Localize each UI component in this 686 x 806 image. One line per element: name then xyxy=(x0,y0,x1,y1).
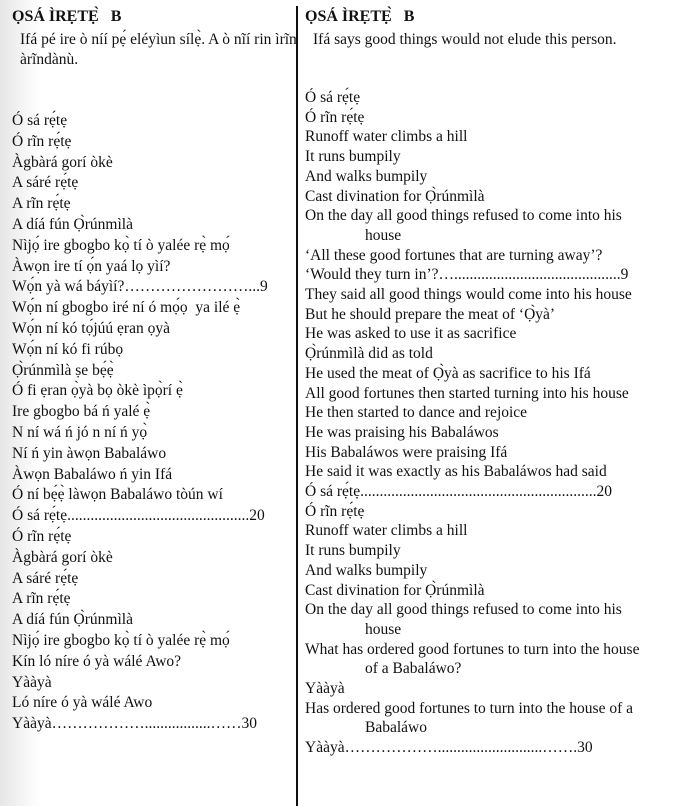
verse-line: Yààyà……………….................……30 xyxy=(12,715,257,733)
verse-line: His Babaláwos were praising Ifá xyxy=(305,443,508,461)
verse-line: Nìjọ́ ire gbogbo kọ̀ tí ò yalée rẹ̀ mọ́ xyxy=(12,632,230,649)
verse-line: Ó rĩn rẹ́tẹ xyxy=(12,132,72,150)
verse-line: Ó rĩn rẹ́tẹ xyxy=(305,108,365,126)
verse-line: He then started to dance and rejoice xyxy=(305,404,528,422)
verse-line: And walks bumpily xyxy=(305,167,428,185)
verse-line: ‘All these good fortunes that are turning away’? xyxy=(305,246,603,264)
verse-line: Ló níre ó yà wálé Awo xyxy=(12,694,153,712)
verse-line: And walks bumpily xyxy=(305,561,428,579)
english-intro: Ifá says good things would not elude this person. xyxy=(313,31,617,48)
verse-line: Wọ́n ní gbogbo iré ní ó mọ́ọ ya ilé ẹ̀ xyxy=(12,299,241,317)
verse-line: A rĩn rẹ́tẹ xyxy=(12,590,71,608)
verse-line: Babaláwo xyxy=(365,719,427,737)
verse-line: Ó ní bẹ́ẹ̀ làwọn Babaláwo tòún wí xyxy=(12,486,223,504)
yoruba-heading: ỌSÁ ÌRẸTẸ̀ B xyxy=(12,8,122,25)
verse-line: It runs bumpily xyxy=(305,542,401,560)
verse-line: They said all good things would come into his house xyxy=(305,286,632,303)
verse-line: He used the meat of Ọ̀yà as sacrifice to his Ifá xyxy=(305,364,591,382)
verse-line: house xyxy=(365,620,402,638)
verse-line: Ó sá rẹ́tẹ...............................................20 xyxy=(12,507,265,525)
verse-line: Ní ń yin àwọn Babaláwo xyxy=(12,444,167,462)
verse-line: Wọ́n yà wá báyìí?……………………...9 xyxy=(12,278,268,296)
verse-line: A díá fún Ọ̀rúnmìlà xyxy=(12,216,133,233)
verse-line: house xyxy=(365,226,402,244)
verse-line: Has ordered good fortunes to turn into the house of a xyxy=(305,699,634,717)
verse-line: Àwọn Babaláwo ń yin Ifá xyxy=(12,465,173,483)
verse-line: Àgbàrá gorí òkè xyxy=(12,548,113,566)
verse-line: On the day all good things refused to come into his xyxy=(305,601,622,619)
verse-line: Àwọn ire tí ọ́n yaá lọ yìí? xyxy=(12,257,171,275)
verse-line: Nìjọ́ ire gbogbo kọ̀ tí ò yalée rẹ̀ mọ́ xyxy=(12,236,230,254)
verse-line: Wọ́n ní kó fi rúbọ xyxy=(12,340,124,358)
verse-line: Runoff water climbs a hill xyxy=(305,128,468,146)
verse-line: ‘Would they turn in’?…...........................................9 xyxy=(305,266,629,284)
verse-line: What has ordered good fortunes to turn into the house xyxy=(305,640,640,658)
verse-line: Kín ló níre ó yà wálé Awo? xyxy=(12,652,182,670)
verse-line: Ó rĩn rẹ́tẹ xyxy=(305,502,365,520)
verse-line: All good fortunes then started turning into his house xyxy=(305,384,629,402)
yoruba-intro: Ifá pé ire ò níí pẹ́ eléyìun sílẹ̀. A ò nĩí rin ìrĩn àrĩndànù. xyxy=(20,31,297,68)
column-divider xyxy=(296,6,298,806)
verse-line: On the day all good things refused to come into his xyxy=(305,207,622,225)
verse-line: Cast divination for Ọ̀rúnmìlà xyxy=(305,581,485,599)
verse-line: It runs bumpily xyxy=(305,148,401,166)
verse-line: Ọ̀rúnmìlà did as told xyxy=(305,345,433,363)
verse-line: Ire gbogbo bá ń yalé ẹ̀ xyxy=(12,403,151,421)
verse-line: He was asked to use it as sacrifice xyxy=(305,325,517,343)
verse-line: Wọ́n ní kó tọ́júú ẹran ọyà xyxy=(12,320,170,337)
verse-line: Ó sá rẹ́tẹ xyxy=(305,89,361,106)
verse-line: Ó sá rẹ́tẹ.............................................................20 xyxy=(305,483,612,500)
verse-line: Ọ̀rúnmìlà ṣe bẹ́ẹ̀ xyxy=(12,361,114,379)
verse-line: A rĩn rẹ́tẹ xyxy=(12,195,71,213)
verse-line: Yààyà xyxy=(12,673,52,691)
verse-line: A sáré rẹ́tẹ xyxy=(12,569,79,587)
verse-line: Àgbàrá gorí òkè xyxy=(12,153,113,171)
verse-line: A sáré rẹ́tẹ xyxy=(12,174,79,192)
verse-line: A díá fún Ọ̀rúnmìlà xyxy=(12,611,133,629)
verse-line: Ó sá rẹ́tẹ xyxy=(12,112,68,129)
verse-line: Ó rĩn rẹ́tẹ xyxy=(12,528,72,545)
verse-line: Yààyà………………...........................…….30 xyxy=(305,739,593,757)
verse-line: Ó fi ẹran ọ̀yà bọ òkè ìpọ̀rí ẹ̀ xyxy=(12,382,183,400)
verse-line: He was praising his Babaláwos xyxy=(305,423,499,441)
verse-line: But he should prepare the meat of ‘Ọ̀yà’ xyxy=(305,305,556,323)
verse-line: N ní wá ń jó n ní ń yọ̀ xyxy=(12,424,148,441)
verse-line: of a Babaláwo? xyxy=(365,660,462,678)
english-heading: ỌSÁ ÌRẸTẸ̀ B xyxy=(305,8,415,25)
verse-line: He said it was exactly as his Babaláwos had said xyxy=(305,463,607,481)
verse-line: Cast divination for Ọ̀rúnmìlà xyxy=(305,187,485,205)
verse-line: Yààyà xyxy=(305,680,345,697)
verse-line: Runoff water climbs a hill xyxy=(305,522,468,540)
